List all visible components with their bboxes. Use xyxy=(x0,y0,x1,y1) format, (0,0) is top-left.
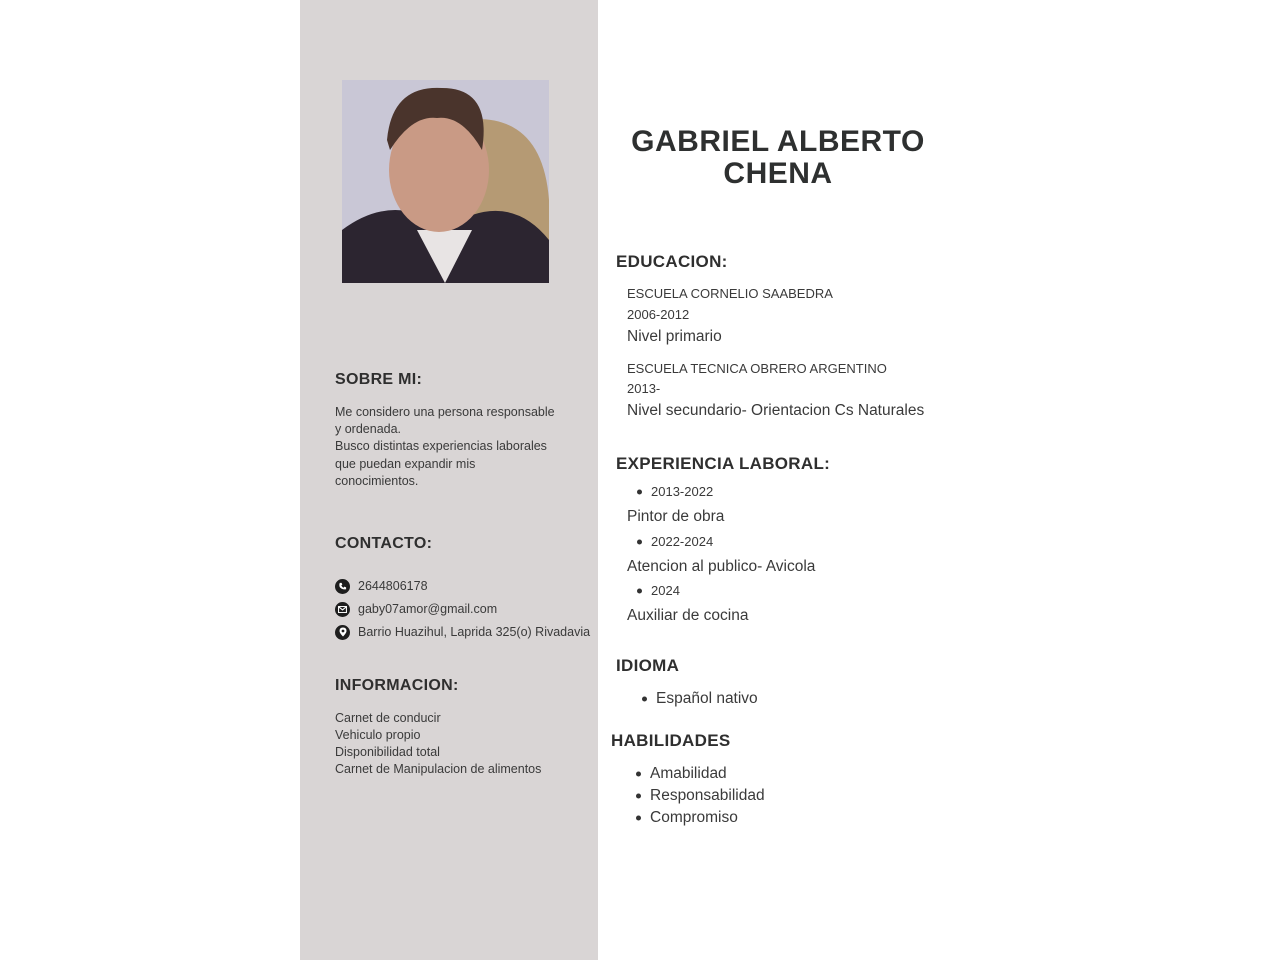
name-line-1: GABRIEL ALBERTO xyxy=(631,125,925,158)
contacto-heading: CONTACTO: xyxy=(335,535,433,552)
profile-photo xyxy=(342,80,549,283)
experience-years: 2013-2022 xyxy=(651,484,714,499)
location-pin-icon xyxy=(335,625,350,640)
education-school: ESCUELA TECNICA OBRERO ARGENTINO xyxy=(627,361,887,376)
phone-icon xyxy=(335,579,350,594)
contact-phone-row xyxy=(335,577,428,595)
name-line-2: CHENA xyxy=(723,157,833,190)
info-item: Carnet de conducir xyxy=(335,711,441,725)
education-years: 2013- xyxy=(627,381,661,396)
experiencia-heading: EXPERIENCIA LABORAL: xyxy=(616,454,831,473)
language-item: Español nativo xyxy=(656,690,758,707)
informacion-heading: INFORMACION: xyxy=(335,677,459,694)
resume-name xyxy=(618,126,938,190)
experience-years: 2022-2024 xyxy=(651,534,714,549)
education-level: Nivel primario xyxy=(627,328,722,345)
experience-role: Pintor de obra xyxy=(627,508,725,525)
education-level: Nivel secundario- Orientacion Cs Naturales xyxy=(627,402,925,419)
skill-item: Responsabilidad xyxy=(650,787,765,804)
skill-item: Amabilidad xyxy=(650,765,727,782)
contact-email: gaby07amor@gmail.com xyxy=(358,602,498,616)
info-item: Disponibilidad total xyxy=(335,745,440,759)
experience-years: 2024 xyxy=(651,583,680,598)
contact-email-row xyxy=(335,600,497,618)
educacion-heading: EDUCACION: xyxy=(616,252,728,271)
sobre-mi-heading: SOBRE MI: xyxy=(335,371,423,388)
experience-role: Atencion al publico- Avicola xyxy=(627,558,816,575)
contact-address: Barrio Huazihul, Laprida 325(o) Rivadavia xyxy=(358,625,591,639)
skill-item: Compromiso xyxy=(650,809,738,826)
info-item: Vehiculo propio xyxy=(335,728,421,742)
contact-phone: 2644806178 xyxy=(358,579,428,593)
sobre-mi-text: Me considero una persona responsable y ordenada. Busco distintas experiencias laborales que puedan expandir mis conocimientos. xyxy=(335,405,555,488)
idioma-heading: IDIOMA xyxy=(616,656,680,675)
education-years: 2006-2012 xyxy=(627,307,690,322)
envelope-icon xyxy=(335,602,350,617)
education-school: ESCUELA CORNELIO SAABEDRA xyxy=(627,286,833,301)
habilidades-heading: HABILIDADES xyxy=(611,731,731,750)
experience-role: Auxiliar de cocina xyxy=(627,607,749,624)
contact-address-row xyxy=(335,623,590,641)
info-item: Carnet de Manipulacion de alimentos xyxy=(335,762,542,776)
